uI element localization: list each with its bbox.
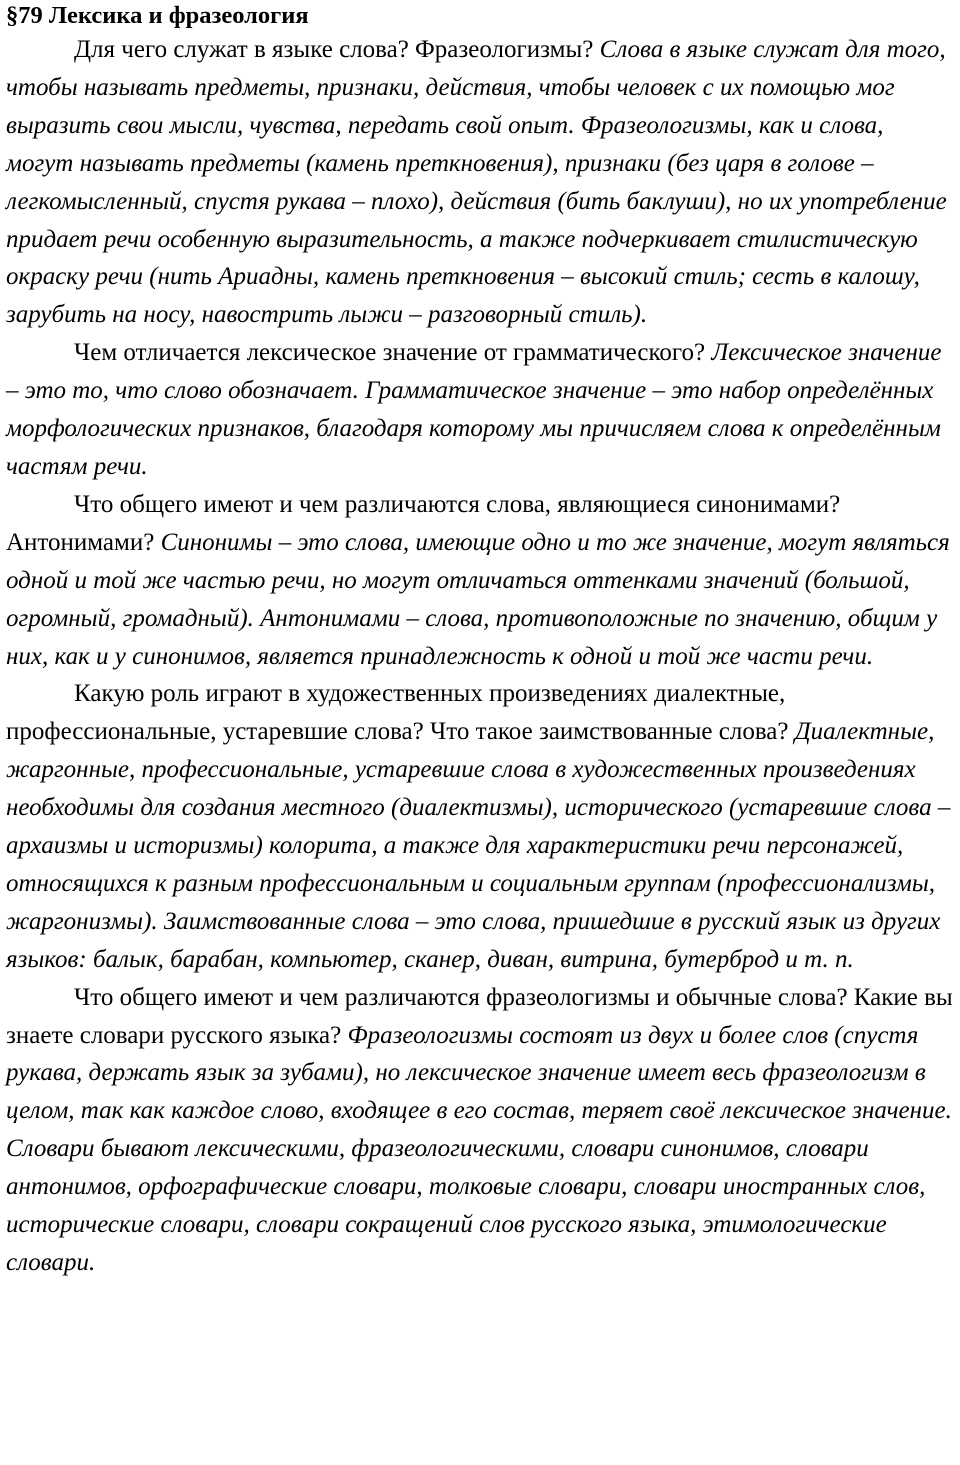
paragraph-4 — [6, 675, 956, 978]
paragraph-5 — [6, 979, 956, 1282]
paragraph-1 — [6, 31, 956, 334]
answer-text: Диалектные, жаргонные, профессиональные, устаревшие слова в художественных произведениях необходимы для создания местного (диалектизмы), исторического (устаревшие слова – архаизмы и историзмы) колорита, а также для характеристики речи персонажей, относящихся к разным профессиональным и социальным группам (профессионализмы, жаргонизмы). Заимствованные слова – это слова, пришедшие в русский язык из других языков: балык, барабан, компьютер, сканер, диван, витрина, бутерброд и т. п. — [6, 718, 951, 973]
question-text: Что общего имеют и чем различаются фразеологизмы и обычные слова? Какие вы знаете словари русского языка? — [6, 983, 953, 1049]
paragraph-2 — [6, 334, 956, 486]
question-text: Чем отличается лексическое значение от грамматического? — [74, 339, 706, 367]
question-text: Для чего служат в языке слова? Фразеологизмы? — [74, 36, 594, 63]
section-heading: §79 Лексика и фразеология — [6, 2, 309, 29]
paragraph-3 — [6, 486, 956, 676]
answer-text: Фразеологизмы состоят из двух и более слов (спустя рукава, держать язык за зубами), но лексическое значение имеет весь фразеологизм в целом, так как каждое слово, входящее в его состав, теряет своё лексическое значение. Словари бывают лексическими, фразеологическими, словари синонимов, словари антонимов, орфографические словари, толковые словари, словари иностранных слов, исторические словари, словари сокращений слов русского языка, этимологические словари. — [6, 1021, 952, 1276]
question-text: Что общего имеют и чем различаются слова, являющиеся синонимами? Антонимами? — [6, 490, 841, 556]
answer-text: Синонимы – это слова, имеющие одно и то же значение, могут являться одной и той же частью речи, но могут отличаться оттенками значений (большой, огромный, громадный). Антонимами – слова, противоположные по значению, общим у них, как и у синонимов, является принадлежность к одной и той же части речи. — [6, 528, 950, 670]
answer-text: Лексическое значение – это то, что слово обозначает. Грамматическое значение – это набор определённых морфологических признаков, благодаря которому мы причисляем слова к определённым частям речи. — [6, 339, 942, 480]
question-text: Какую роль играют в художественных произведениях диалектные, профессиональные, устаревшие слова? Что такое заимствованные слова? — [6, 680, 789, 746]
answer-text: Слова в языке служат для того, чтобы называть предметы, признаки, действия, чтобы человек с их помощью мог выразить свои мысли, чувства, передать свой опыт. Фразеологизмы, как и слова, могут называть предметы (камень преткновения), признаки (без царя в голове – легкомысленный, спустя рукава – плохо), действия (бить баклуши), но их употребление придает речи особенную выразительность, а также подчеркивает стилистическую окраску речи (нить Ариадны, камень преткновения – высокий стиль; сесть в калошу, зарубить на носу, навострить лыжи – разговорный стиль). — [6, 36, 947, 329]
